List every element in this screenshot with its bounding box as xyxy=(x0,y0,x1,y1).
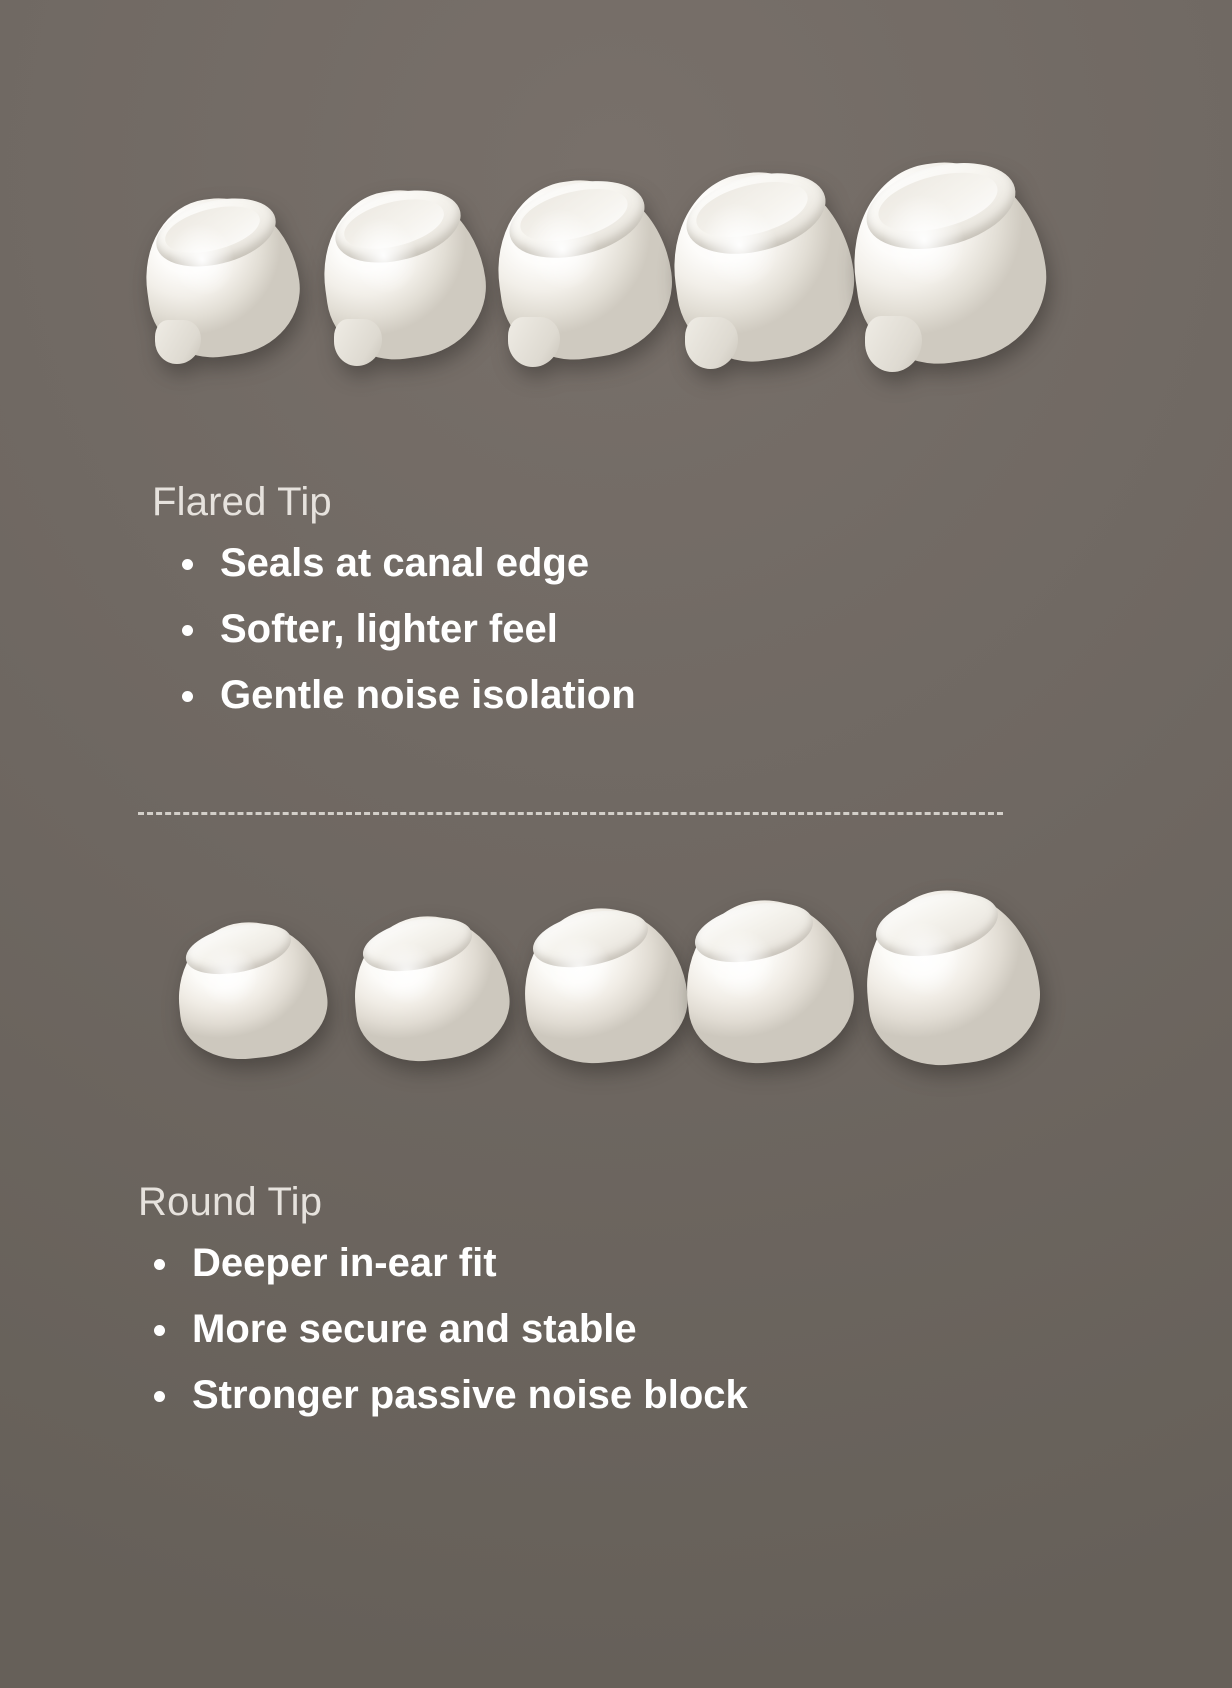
eartip-flared-icon xyxy=(674,172,852,360)
round-tip-bullet-list xyxy=(124,1243,748,1415)
section-round-tip xyxy=(0,850,1232,1417)
flared-tip-text-block xyxy=(152,480,636,741)
list-item: Deeper in-ear fit xyxy=(124,1243,748,1283)
list-item: More secure and stable xyxy=(124,1309,748,1349)
round-tip-text-block xyxy=(138,1180,748,1441)
eartip-stem xyxy=(508,317,560,367)
eartip-stem xyxy=(155,320,201,364)
flared-tip-heading: Flared Tip xyxy=(152,480,332,524)
round-tip-heading: Round Tip xyxy=(138,1180,323,1224)
eartip-row-round xyxy=(166,850,1066,1080)
eartip-round-icon xyxy=(686,900,852,1062)
eartip-flared-icon xyxy=(854,162,1044,362)
eartip-round-icon xyxy=(354,916,508,1060)
eartip-flared-icon xyxy=(146,198,298,356)
eartip-row-flared xyxy=(146,150,1086,380)
eartip-flared-icon xyxy=(498,180,670,358)
eartip-round-icon xyxy=(866,890,1038,1064)
list-item: Stronger passive noise block xyxy=(124,1375,748,1415)
list-item: Gentle noise isolation xyxy=(152,675,636,715)
list-item: Softer, lighter feel xyxy=(152,609,636,649)
flared-tip-bullet-list xyxy=(152,543,636,715)
section-divider xyxy=(138,812,1003,815)
eartip-round-icon xyxy=(524,908,686,1062)
eartip-flared-icon xyxy=(324,190,484,358)
eartip-stem xyxy=(334,319,382,366)
list-item: Seals at canal edge xyxy=(152,543,636,583)
section-flared-tip xyxy=(0,150,1232,717)
eartip-stem xyxy=(865,316,922,372)
eartip-stem xyxy=(685,317,738,370)
eartip-round-icon xyxy=(178,922,326,1058)
